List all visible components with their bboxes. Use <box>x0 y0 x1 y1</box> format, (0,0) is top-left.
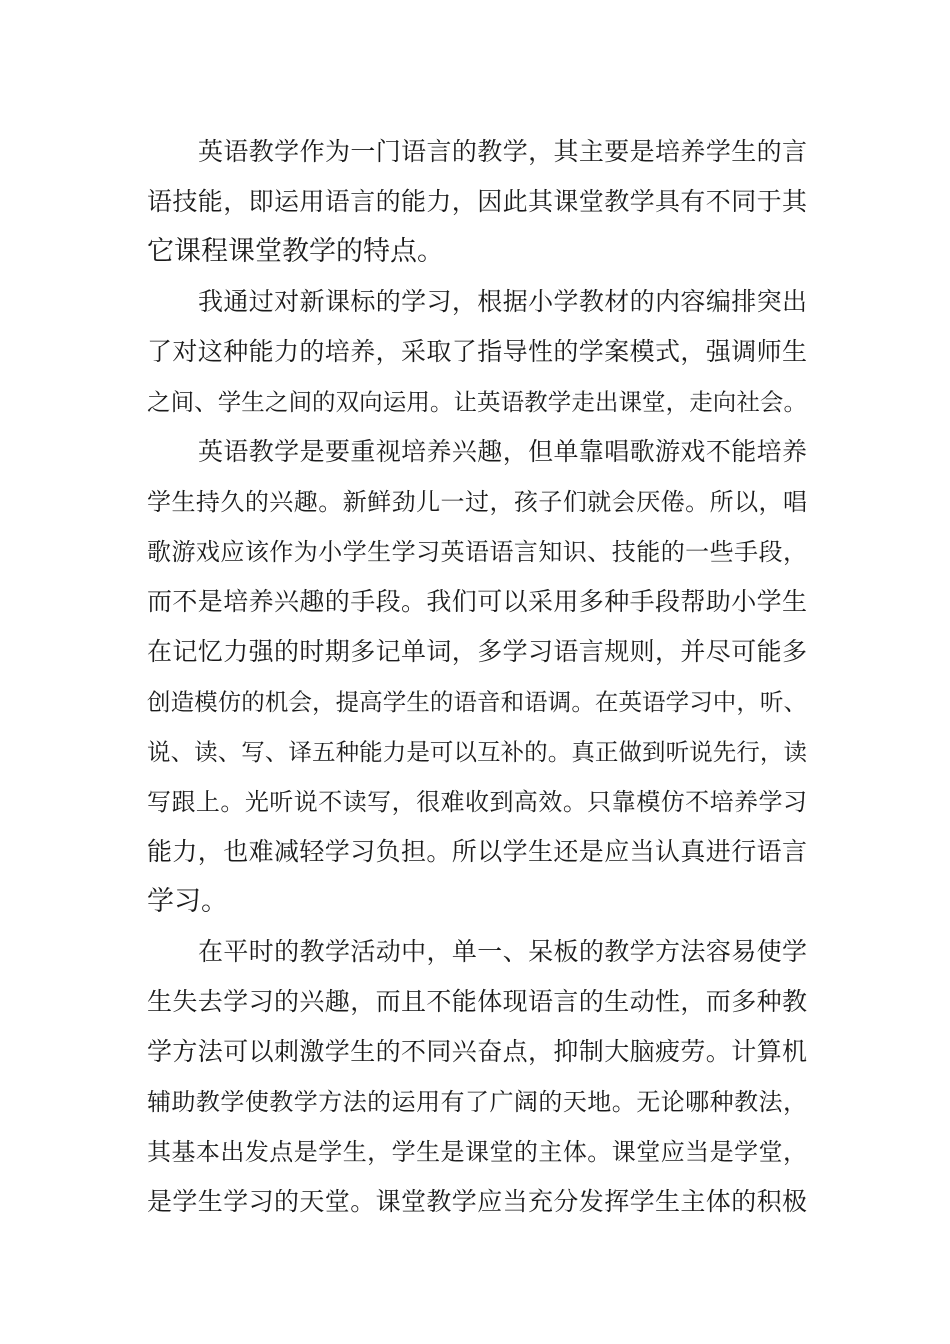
paragraph-4-line-6: 是学生学习的天堂。课堂教学应当充分发挥学生主体的积极 <box>147 1187 807 1216</box>
paragraph-3-line-3: 歌游戏应该作为小学生学习英语语言知识、技能的一些手段， <box>147 538 807 566</box>
paragraph-3-line-4: 而不是培养兴趣的手段。我们可以采用多种手段帮助小学生 <box>147 587 807 616</box>
paragraph-1-line-1: 英语教学作为一门语言的教学，其主要是培养学生的言 <box>198 137 807 166</box>
paragraph-2-line-3: 之间、学生之间的双向运用。让英语教学走出课堂，走向社会。 <box>147 388 807 416</box>
paragraph-4-line-1: 在平时的教学活动中，单一、呆板的教学方法容易使学 <box>198 937 807 966</box>
paragraph-4-line-2: 生失去学习的兴趣，而且不能体现语言的生动性，而多种教 <box>147 987 807 1016</box>
paragraph-3-line-9: 能力，也难减轻学习负担。所以学生还是应当认真进行语言 <box>147 837 807 866</box>
paragraph-3-line-8: 写跟上。光听说不读写，很难收到高效。只靠模仿不培养学习 <box>147 788 807 816</box>
paragraph-2-line-2: 了对这种能力的培养，采取了指导性的学案模式，强调师生 <box>147 337 807 366</box>
paragraph-4-line-3: 学方法可以刺激学生的不同兴奋点，抑制大脑疲劳。计算机 <box>147 1037 807 1066</box>
paragraph-3-line-10: 学习。 <box>147 886 228 917</box>
paragraph-4-line-5: 其基本出发点是学生，学生是课堂的主体。课堂应当是学堂， <box>147 1138 807 1166</box>
paragraph-3-line-6: 创造模仿的机会，提高学生的语音和语调。在英语学习中，听、 <box>147 688 807 716</box>
paragraph-3-line-5: 在记忆力强的时期多记单词，多学习语言规则，并尽可能多 <box>147 637 807 666</box>
paragraph-3-line-7: 说、读、写、译五种能力是可以互补的。真正做到听说先行，读 <box>147 738 807 766</box>
paragraph-3-line-1: 英语教学是要重视培养兴趣，但单靠唱歌游戏不能培养 <box>198 437 807 466</box>
paragraph-1-line-3: 它课程课堂教学的特点。 <box>147 236 444 267</box>
paragraph-4-line-4: 辅助教学使教学方法的运用有了广阔的天地。无论哪种教法， <box>147 1088 807 1116</box>
paragraph-3-line-2: 学生持久的兴趣。新鲜劲儿一过，孩子们就会厌倦。所以，唱 <box>147 488 807 516</box>
paragraph-1-line-2: 语技能，即运用语言的能力，因此其课堂教学具有不同于其 <box>147 187 807 216</box>
paragraph-2-line-1: 我通过对新课标的学习，根据小学教材的内容编排突出 <box>198 287 807 316</box>
